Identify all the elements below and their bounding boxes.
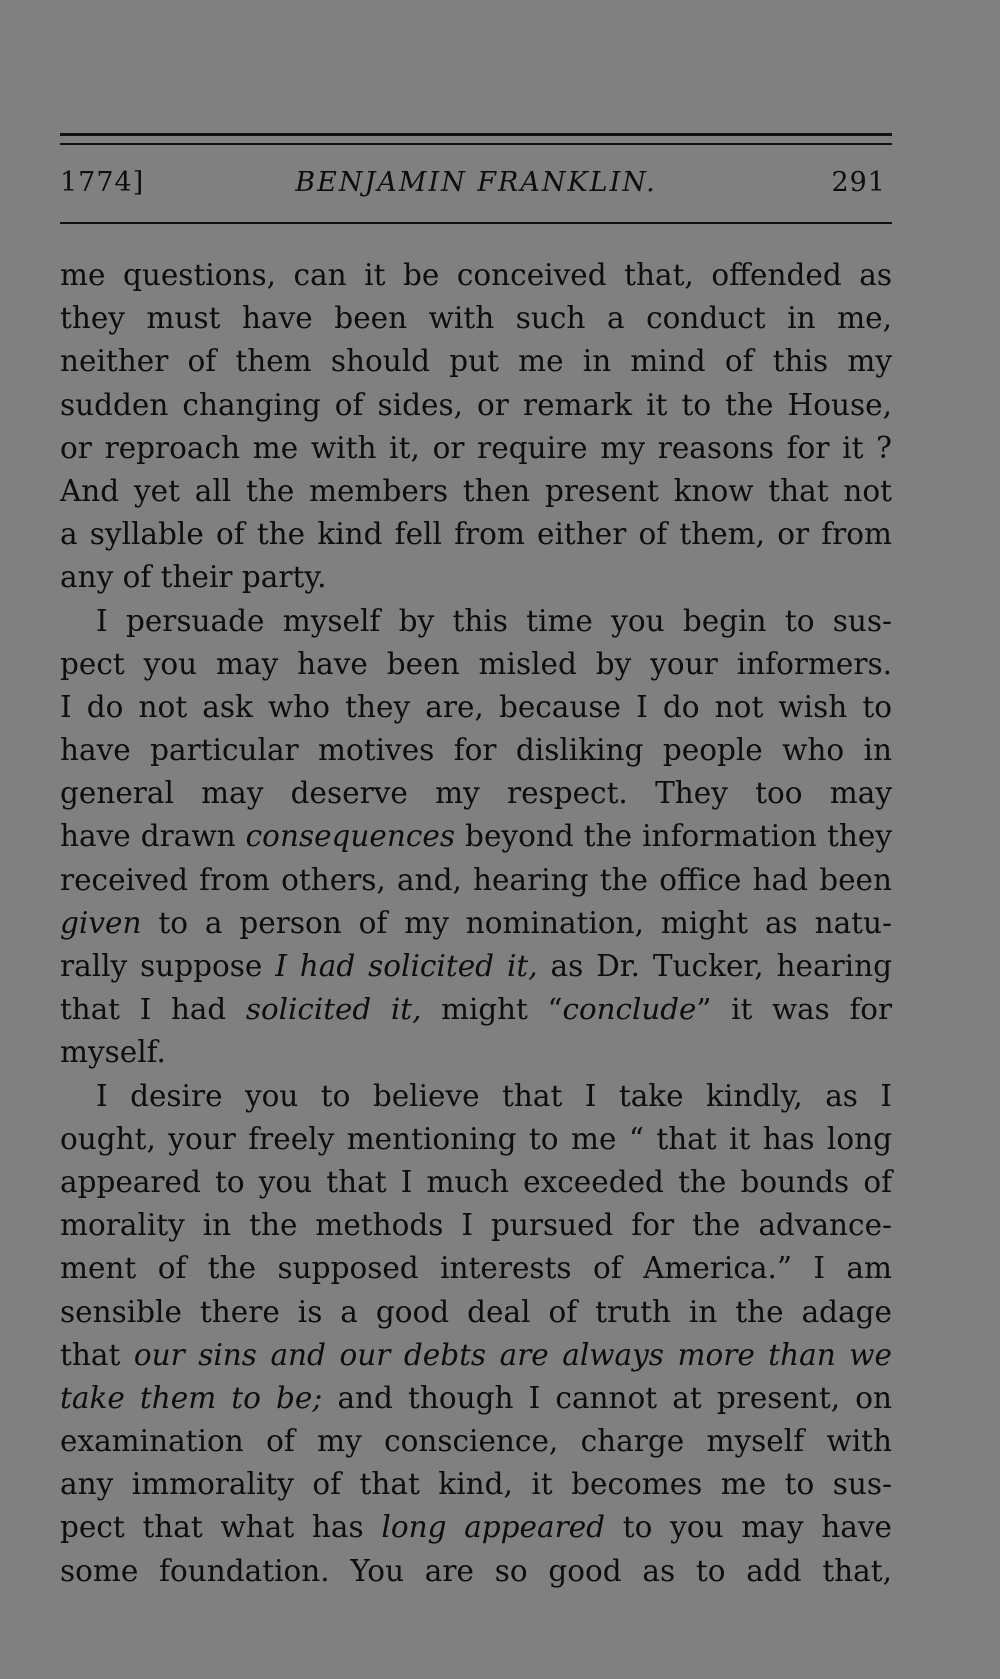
text-line bbox=[60, 1377, 892, 1420]
text-segment: to a person of my nomination, might as natu- bbox=[141, 905, 892, 940]
header-year: 1774] bbox=[60, 167, 145, 198]
running-head bbox=[60, 163, 892, 203]
text-line bbox=[60, 427, 892, 470]
text-segment: pect you may have been misled by your informers. bbox=[60, 646, 892, 681]
text-segment: and though I cannot at present, on bbox=[322, 1380, 892, 1415]
italic-text: solicited it, bbox=[245, 992, 422, 1027]
text-line bbox=[60, 686, 892, 729]
text-line bbox=[60, 470, 892, 513]
text-line bbox=[60, 945, 892, 988]
text-segment: myself. bbox=[60, 1035, 166, 1070]
text-segment: any of their party. bbox=[60, 560, 327, 595]
body-text bbox=[60, 254, 892, 1593]
header-title: BENJAMIN FRANKLIN. bbox=[295, 167, 657, 198]
text-line bbox=[60, 1334, 892, 1377]
italic-text: long appeared bbox=[381, 1510, 606, 1545]
text-line bbox=[60, 729, 892, 772]
text-segment: ” it was for bbox=[696, 992, 892, 1027]
text-line bbox=[60, 513, 892, 556]
text-line bbox=[60, 815, 892, 858]
text-segment: I do not ask who they are, because I do not wish to bbox=[60, 689, 892, 724]
text-segment: as Dr. Tucker, hearing bbox=[537, 949, 892, 983]
text-segment: ment of the supposed interests of America.” I am bbox=[60, 1251, 892, 1286]
text-segment: morality in the methods I pursued for the advance- bbox=[60, 1208, 892, 1243]
italic-text: take them to be; bbox=[60, 1380, 323, 1415]
text-line bbox=[60, 1031, 892, 1074]
page-number: 291 bbox=[831, 167, 886, 198]
text-segment: might “ bbox=[421, 992, 563, 1027]
text-line bbox=[60, 1463, 892, 1506]
text-line bbox=[60, 297, 892, 340]
text-segment: some foundation. You are so good as to add that, bbox=[60, 1553, 892, 1588]
italic-text: our sins and our debts are always more than we bbox=[133, 1337, 892, 1372]
text-segment: I desire you to believe that I take kindly, as I bbox=[96, 1078, 892, 1113]
text-line bbox=[60, 1118, 892, 1161]
text-line bbox=[60, 254, 892, 297]
italic-text: consequences bbox=[245, 819, 455, 854]
text-segment: me questions, can it be conceived that, offended as bbox=[60, 258, 892, 292]
text-line bbox=[60, 384, 892, 427]
text-segment: any immorality of that kind, it becomes me to sus- bbox=[60, 1467, 892, 1502]
text-segment: rally suppose bbox=[60, 949, 276, 983]
text-segment: examination of my conscience, charge myself with bbox=[60, 1424, 892, 1459]
text-line bbox=[60, 1506, 892, 1549]
header-rule-top bbox=[60, 133, 892, 136]
text-segment: or reproach me with it, or require my reasons for it ? bbox=[60, 430, 892, 465]
text-line bbox=[60, 772, 892, 815]
text-segment: that bbox=[60, 1337, 134, 1372]
text-line bbox=[60, 1550, 892, 1593]
header-rule-top-inner bbox=[60, 143, 892, 145]
text-segment: appeared to you that I much exceeded the bounds of bbox=[60, 1164, 892, 1199]
text-segment: general may deserve my respect. They too may bbox=[60, 776, 892, 811]
header-rule-bottom bbox=[60, 222, 892, 224]
text-segment: received from others, and, hearing the office had been bbox=[60, 862, 892, 897]
text-line bbox=[60, 340, 892, 383]
italic-text: I had solicited it, bbox=[275, 949, 538, 983]
text-segment: beyond the information they bbox=[455, 819, 892, 854]
text-line bbox=[60, 1420, 892, 1463]
text-line bbox=[60, 988, 892, 1031]
text-segment: And yet all the members then present know that not bbox=[60, 473, 892, 508]
text-segment: sudden changing of sides, or remark it to the House, bbox=[60, 387, 892, 422]
text-line bbox=[60, 859, 892, 902]
text-line bbox=[60, 1247, 892, 1290]
text-segment: I persuade myself by this time you begin to sus- bbox=[96, 603, 892, 638]
text-segment: that I had bbox=[60, 992, 246, 1027]
text-segment: pect that what has bbox=[60, 1510, 382, 1545]
text-segment: they must have been with such a conduct in me, bbox=[60, 301, 892, 336]
text-segment: sensible there is a good deal of truth in the adage bbox=[60, 1294, 892, 1329]
italic-text: given bbox=[60, 905, 142, 940]
text-line bbox=[60, 643, 892, 686]
text-segment: to you may have bbox=[605, 1510, 892, 1545]
text-segment: have particular motives for disliking people who in bbox=[60, 733, 892, 768]
text-line bbox=[60, 1161, 892, 1204]
text-segment: have drawn bbox=[60, 819, 246, 854]
text-segment: a syllable of the kind fell from either of them, or from bbox=[60, 517, 892, 552]
text-segment: neither of them should put me in mind of this my bbox=[60, 344, 892, 379]
book-page bbox=[60, 0, 892, 1679]
italic-text: conclude bbox=[562, 992, 697, 1027]
text-line bbox=[60, 1291, 892, 1334]
text-line bbox=[60, 1075, 892, 1118]
text-line bbox=[60, 556, 892, 599]
text-line bbox=[60, 1204, 892, 1247]
text-line bbox=[60, 902, 892, 945]
text-line bbox=[60, 600, 892, 643]
text-segment: ought, your freely mentioning to me “ that it has long bbox=[60, 1121, 892, 1156]
